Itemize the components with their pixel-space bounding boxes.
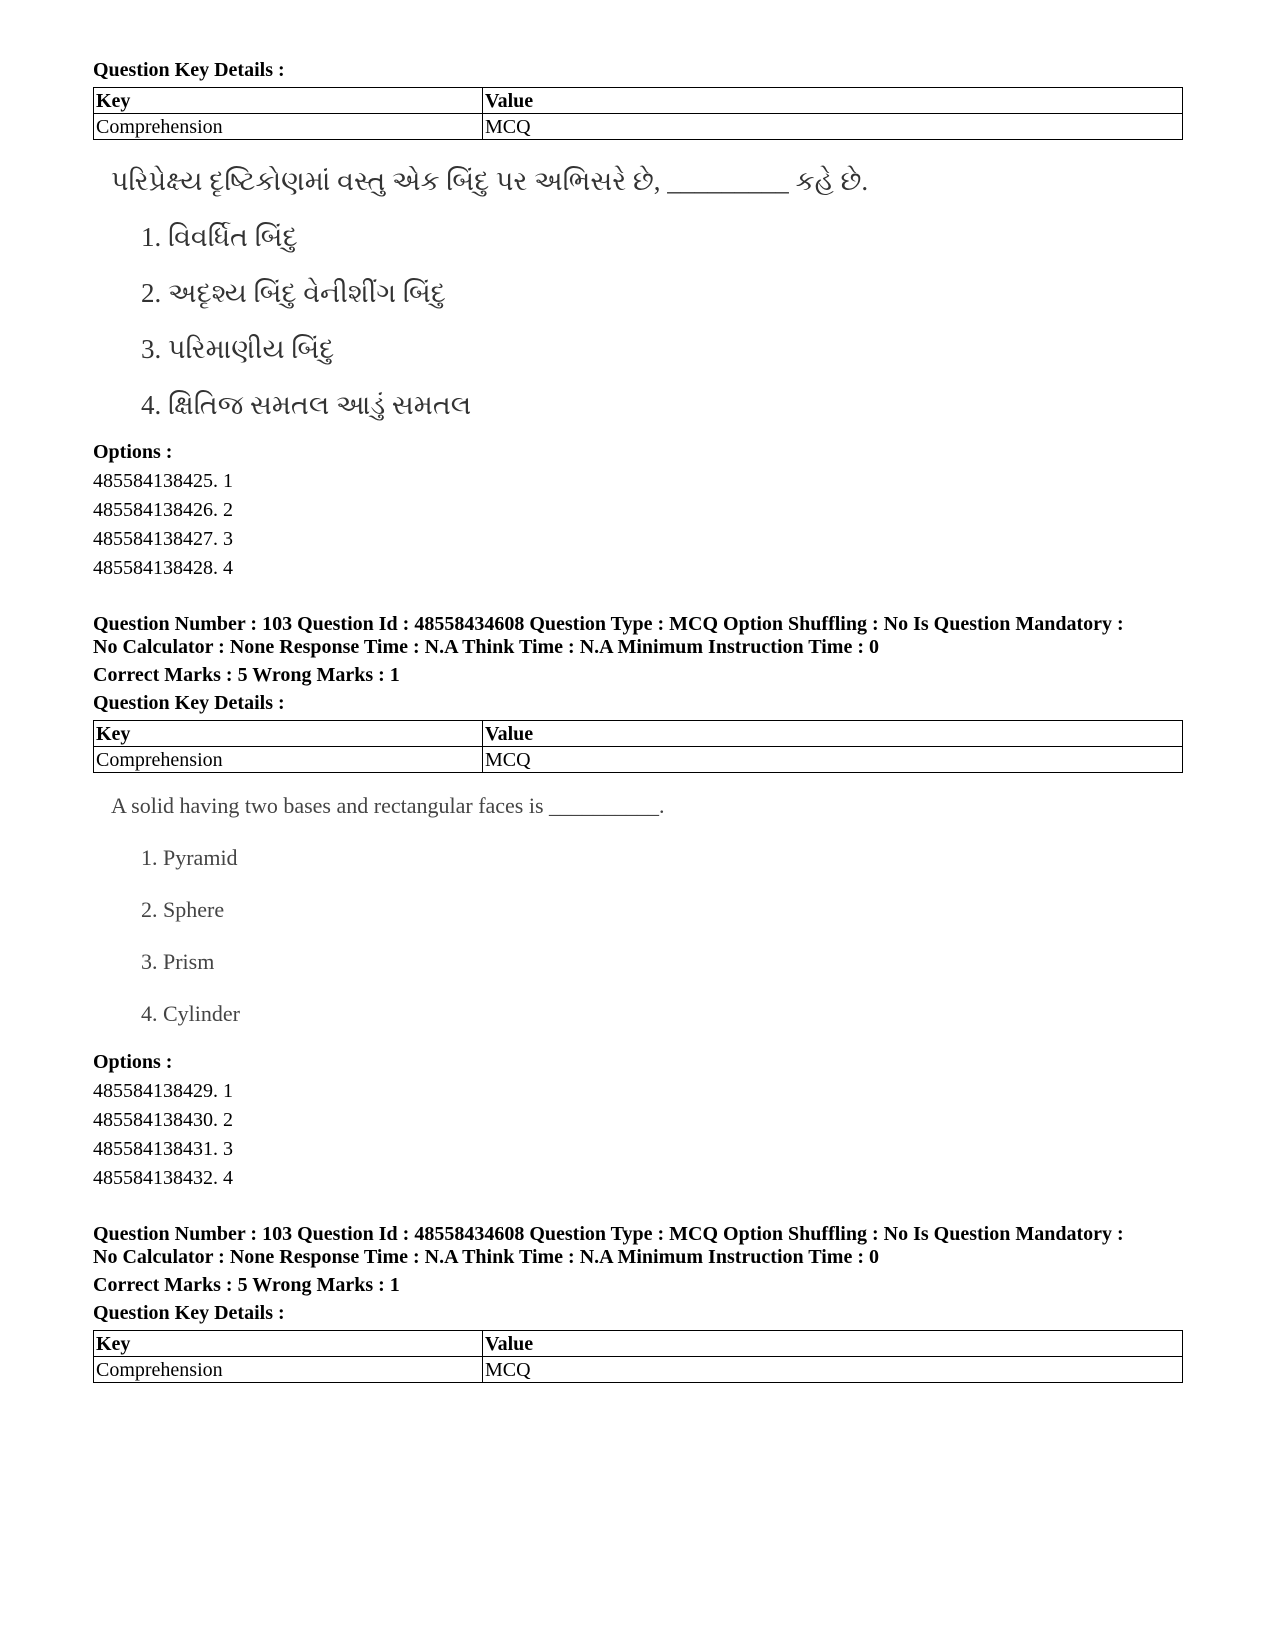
choice-1: 1. Pyramid (141, 845, 238, 870)
table-header-row (94, 1331, 1183, 1357)
option-item: 485584138427. 3 (93, 528, 233, 550)
question-marks: Correct Marks : 5 Wrong Marks : 1 (93, 1274, 400, 1296)
options-label: Options : (93, 441, 173, 463)
table-header-row (94, 721, 1183, 747)
question-marks: Correct Marks : 5 Wrong Marks : 1 (93, 664, 400, 686)
question-meta-line-2: No Calculator : None Response Time : N.A Think Time : N.A Minimum Instruction Time : 0 (93, 636, 879, 658)
choice-3: 3. પરિમાણીય બિંદુ (141, 334, 335, 364)
option-item: 485584138429. 1 (93, 1080, 233, 1102)
table-header-row (94, 88, 1183, 114)
question-stem: A solid having two bases and rectangular faces is __________. (111, 793, 665, 818)
option-item: 485584138432. 4 (93, 1167, 233, 1189)
question-meta-line-2: No Calculator : None Response Time : N.A Think Time : N.A Minimum Instruction Time : 0 (93, 1246, 879, 1268)
table-cell-value: MCQ (483, 1357, 1183, 1383)
key-details-label: Question Key Details : (93, 59, 285, 81)
option-item: 485584138428. 4 (93, 557, 233, 579)
table-row (94, 747, 1183, 773)
option-item: 485584138426. 2 (93, 499, 233, 521)
table-header-key: Key (94, 1331, 483, 1357)
options-list (93, 1048, 1183, 1193)
choice-1: 1. વિવર્ધિત બિંદુ (141, 222, 298, 252)
choice-4: 4. ક્ષિતિજ સમતલ આડું સમતલ (141, 390, 472, 420)
table-header-value: Value (483, 88, 1183, 114)
table-header-key: Key (94, 721, 483, 747)
key-details-label: Question Key Details : (93, 692, 285, 714)
option-item: 485584138425. 1 (93, 470, 233, 492)
choice-2: 2. Sphere (141, 897, 225, 922)
option-item: 485584138431. 3 (93, 1138, 233, 1160)
table-cell-key: Comprehension (94, 1357, 483, 1383)
option-item: 485584138430. 2 (93, 1109, 233, 1131)
section-1-key-details (93, 58, 1183, 140)
question-meta-line-1: Question Number : 103 Question Id : 48558434608 Question Type : MCQ Option Shuffling : No Is Question Mandatory : (93, 613, 1124, 635)
section-3-question-meta (93, 1223, 1183, 1383)
key-details-label: Question Key Details : (93, 1302, 285, 1324)
question-meta-line-1: Question Number : 103 Question Id : 48558434608 Question Type : MCQ Option Shuffling : No Is Question Mandatory : (93, 1223, 1124, 1245)
table-cell-key: Comprehension (94, 747, 483, 773)
table-cell-value: MCQ (483, 747, 1183, 773)
table-row (94, 1357, 1183, 1383)
key-value-table (93, 87, 1183, 140)
table-header-key: Key (94, 88, 483, 114)
key-value-table (93, 720, 1183, 773)
table-row (94, 114, 1183, 140)
question-stem: પરિપ્રેક્ષ્ય દૃષ્ટિકોણમાં વસ્તુ એક બિંદુ પર અભિસરે છે, _________ કહે છે. (111, 166, 869, 196)
table-header-value: Value (483, 721, 1183, 747)
options-label: Options : (93, 1051, 173, 1073)
key-value-table (93, 1330, 1183, 1383)
choice-4: 4. Cylinder (141, 1001, 240, 1026)
table-header-value: Value (483, 1331, 1183, 1357)
choice-2: 2. અદૃશ્ય બિંદુ વેનીશીંગ બિંદુ (141, 278, 446, 308)
options-list (93, 438, 1183, 583)
table-cell-value: MCQ (483, 114, 1183, 140)
table-cell-key: Comprehension (94, 114, 483, 140)
choice-3: 3. Prism (141, 949, 215, 974)
section-2-question-meta (93, 613, 1183, 773)
